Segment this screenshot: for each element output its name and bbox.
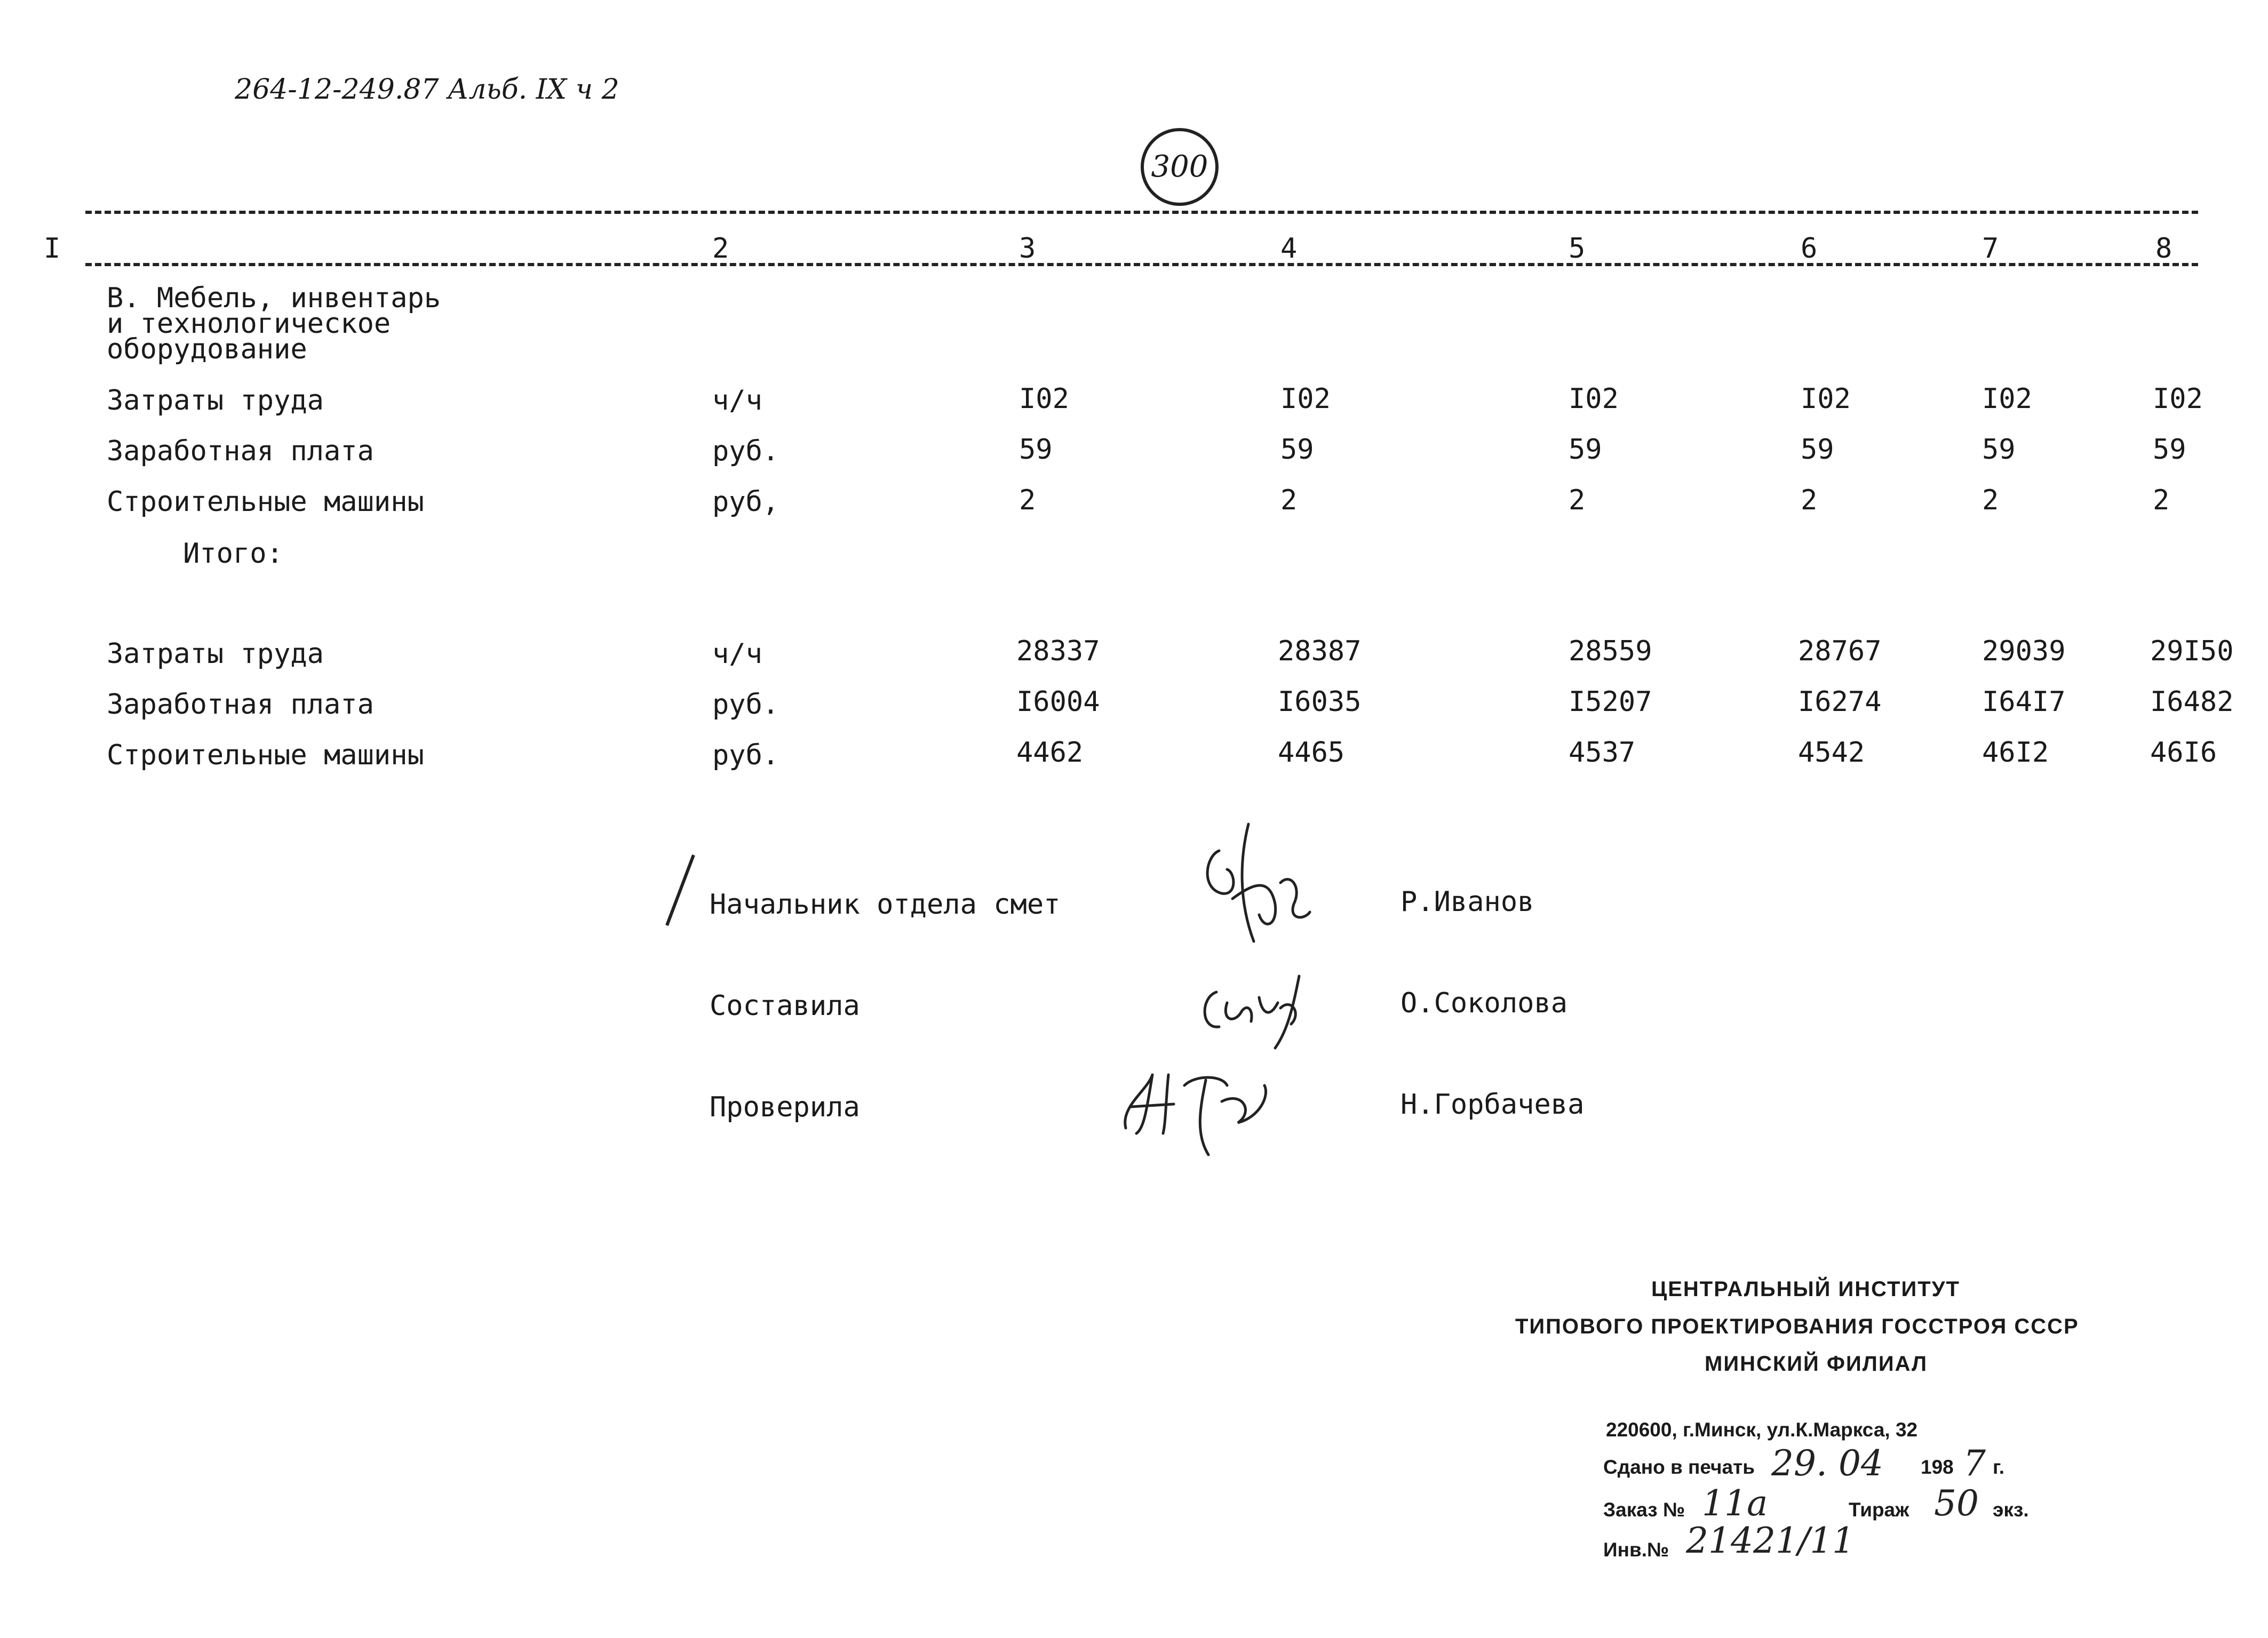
signature-image [1190, 819, 1312, 955]
row-unit: ч/ч [712, 638, 762, 670]
cell-value: 2 [1019, 484, 1036, 516]
column-number: 6 [1801, 233, 1818, 265]
cell-value: 28767 [1798, 635, 1882, 667]
column-number: 3 [1019, 233, 1036, 265]
run-value: 50 [1934, 1483, 1979, 1524]
column-number: 7 [1982, 233, 1999, 265]
row-unit: руб. [712, 689, 779, 721]
inv-value: 21421/11 [1686, 1520, 1855, 1561]
signature-name: Н.Горбачева [1400, 1089, 1585, 1121]
document-reference: 264-12-249.87 Альб. IX ч 2 [235, 74, 619, 106]
signature-name: О.Соколова [1400, 987, 1568, 1019]
signature-name: Р.Иванов [1400, 886, 1534, 918]
cell-value: 28559 [1569, 635, 1652, 667]
cell-value: 28387 [1278, 635, 1362, 667]
column-number: 5 [1569, 233, 1586, 265]
section-title: В. Мебель, инвентарь и технологическое оборудование [107, 282, 441, 365]
row-unit: руб. [712, 739, 779, 771]
cell-value: 2 [2153, 484, 2170, 516]
cell-value: I6274 [1798, 686, 1882, 718]
row-label: Затраты труда [107, 385, 324, 417]
cell-value: 4465 [1278, 737, 1345, 769]
print-date: 29. 04 [1771, 1443, 1883, 1484]
cell-value: 2 [1280, 484, 1298, 516]
page-number: 300 [1151, 149, 1208, 184]
inv-label: Инв.№ [1603, 1539, 1669, 1561]
handwritten-mark [662, 851, 699, 931]
year-prefix: 198 [1921, 1456, 1954, 1478]
row-unit: руб, [712, 486, 779, 518]
cell-value: 29I50 [2150, 635, 2234, 667]
row-label: Заработная плата [107, 689, 374, 721]
cell-value: I02 [2153, 383, 2203, 415]
cell-value: 59 [1801, 434, 1834, 466]
institute-line: МИНСКИЙ ФИЛИАЛ [1705, 1352, 1928, 1376]
imprint-address: 220600, г.Минск, ул.К.Маркса, 32 [1606, 1419, 1918, 1441]
institute-line: ЦЕНТРАЛЬНЫЙ ИНСТИТУТ [1651, 1277, 1960, 1301]
column-number: 4 [1280, 233, 1298, 265]
cell-value: 46I6 [2150, 737, 2217, 769]
row-label: Строительные машины [107, 739, 424, 771]
column-number: 8 [2155, 233, 2172, 265]
signature-role: Проверила [710, 1091, 860, 1123]
cell-value: 4462 [1016, 737, 1084, 769]
signature-image [1115, 1064, 1291, 1157]
cell-value: 59 [1019, 434, 1053, 466]
signature-image [1195, 971, 1318, 1051]
header-dashed-rule [85, 263, 2198, 266]
cell-value: I5207 [1569, 686, 1652, 718]
column-number: I [44, 233, 61, 265]
cell-value: 29039 [1982, 635, 2066, 667]
cell-value: 59 [1569, 434, 1602, 466]
cell-value: I02 [1982, 383, 2032, 415]
cell-value: 46I2 [1982, 737, 2049, 769]
year-suffix: г. [1993, 1456, 2004, 1478]
institute-line: ТИПОВОГО ПРОЕКТИРОВАНИЯ ГОССТРОЯ СССР [1515, 1315, 2079, 1338]
cell-value: I6035 [1278, 686, 1362, 718]
cell-value: 2 [1982, 484, 1999, 516]
cell-value: 59 [2153, 434, 2186, 466]
cell-value: 28337 [1016, 635, 1100, 667]
cell-value: 4537 [1569, 737, 1636, 769]
cell-value: 2 [1569, 484, 1586, 516]
cell-value: 59 [1982, 434, 2016, 466]
print-label: Сдано в печать [1603, 1456, 1755, 1478]
row-label: Затраты труда [107, 638, 324, 670]
row-label: Строительные машины [107, 486, 424, 518]
order-label: Заказ № [1603, 1499, 1685, 1521]
signature-role: Составила [710, 990, 860, 1022]
cell-value: I6004 [1016, 686, 1100, 718]
signature-role: Начальник отдела смет [710, 889, 1061, 921]
column-number: 2 [712, 233, 729, 265]
cell-value: I02 [1569, 383, 1619, 415]
top-dashed-rule [85, 211, 2198, 214]
cell-value: I02 [1801, 383, 1851, 415]
cell-value: 59 [1280, 434, 1314, 466]
cell-value: I02 [1280, 383, 1331, 415]
page-number-circle [1141, 128, 1219, 206]
order-value: 11а [1702, 1483, 1768, 1524]
run-label: Тираж [1849, 1499, 1909, 1521]
cell-value: I64I7 [1982, 686, 2066, 718]
row-unit: руб. [712, 435, 779, 467]
cell-value: 2 [1801, 484, 1818, 516]
row-unit: ч/ч [712, 385, 762, 417]
cell-value: 4542 [1798, 737, 1865, 769]
cell-value: I6482 [2150, 686, 2234, 718]
row-label: Заработная плата [107, 435, 374, 467]
year-digit: 7 [1963, 1443, 1986, 1484]
cell-value: I02 [1019, 383, 1069, 415]
run-unit: экз. [1993, 1499, 2029, 1521]
total-label: Итого: [183, 538, 283, 570]
